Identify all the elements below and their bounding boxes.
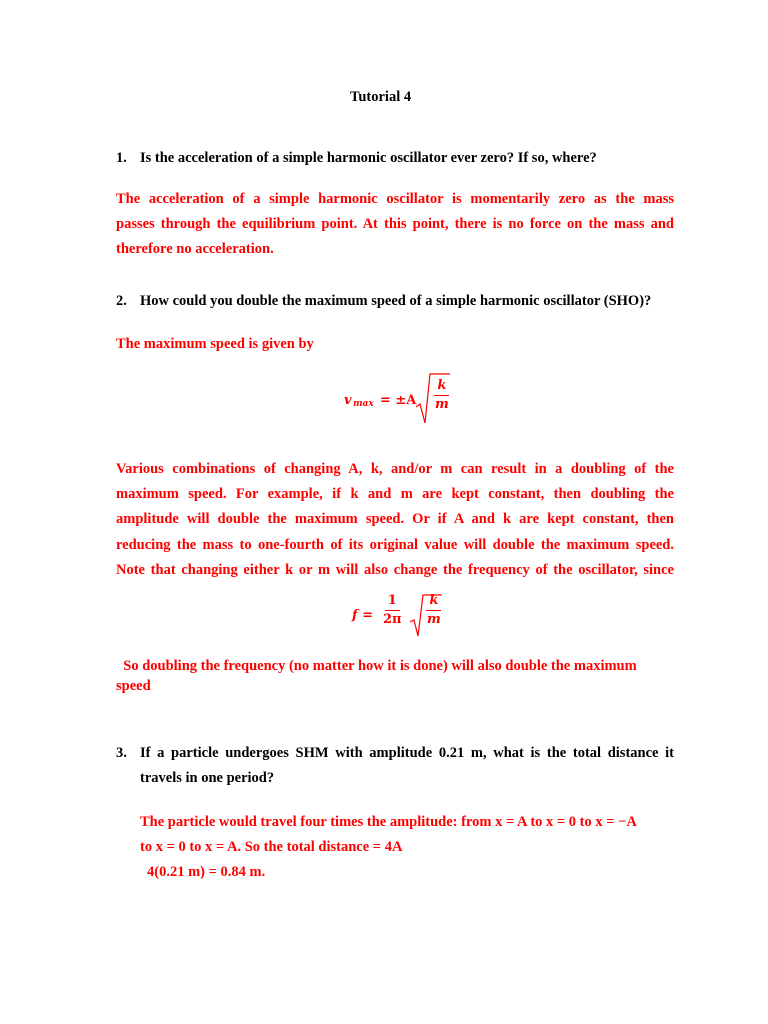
q3-number: 3. <box>116 745 127 761</box>
eq2-denominator: m <box>427 612 441 627</box>
q2-body-line-1: Various combinations of changing A, k, and/or m can result in a doubling of the <box>116 461 674 477</box>
q2-intro: The maximum speed is given by <box>116 336 314 352</box>
eq2-coef-denominator: 2π <box>383 612 402 627</box>
q2-closing-line-1: So doubling the frequency (no matter how it is done) will also double the maximum <box>116 658 637 674</box>
max-speed-equation <box>344 371 454 427</box>
q2-body-line-5: Note that changing either k or m will also change the frequency of the oscillator, since <box>116 562 674 578</box>
q3-answer-line-1: The particle would travel four times the amplitude: from x = A to x = 0 to x = −A <box>140 814 637 830</box>
page-title: Tutorial 4 <box>350 89 412 105</box>
eq2-lhs: f = <box>352 608 374 623</box>
q1-question: Is the acceleration of a simple harmonic oscillator ever zero? If so, where? <box>140 150 597 166</box>
q2-body-line-2: maximum speed. For example, if k and m are kept constant, then doubling the <box>116 486 674 502</box>
eq2-coefficient <box>380 594 405 627</box>
q1-answer-line-1: The acceleration of a simple harmonic oscillator is momentarily zero as the mass <box>116 191 674 207</box>
q3-question-line-1: If a particle undergoes SHM with amplitude 0.21 m, what is the total distance it <box>140 745 674 761</box>
q3-answer-line-2: to x = 0 to x = A. So the total distance = 4A <box>140 839 403 855</box>
q2-body-line-3: amplitude will double the maximum speed. Or if A and k are kept constant, then <box>116 511 674 527</box>
q1-answer-line-3: therefore no acceleration. <box>116 241 274 257</box>
q1-answer-line-2: passes through the equilibrium point. At this point, there is no force on the mass and <box>116 216 674 232</box>
q3-result: 4(0.21 m) = 0.84 m. <box>147 864 266 880</box>
eq1-v: v <box>344 393 352 408</box>
eq1-equals: = ±A <box>380 393 417 408</box>
q1-number: 1. <box>116 150 127 166</box>
eq1-fraction <box>432 379 452 412</box>
eq2-coef-numerator: 1 <box>385 594 400 611</box>
eq1-subscript: max <box>353 399 374 409</box>
eq2-fraction <box>424 594 444 627</box>
q3-question-line-2: travels in one period? <box>140 770 275 786</box>
eq1-denominator: m <box>435 397 449 412</box>
eq2-numerator: k <box>426 594 441 611</box>
eq1-numerator: k <box>434 379 449 396</box>
frequency-equation <box>352 592 448 642</box>
q2-number: 2. <box>116 293 127 309</box>
q2-question: How could you double the maximum speed of a simple harmonic oscillator (SHO)? <box>140 293 652 309</box>
q2-body-line-4: reducing the mass to one-fourth of its original value will double the maximum speed. <box>116 537 674 553</box>
q2-closing-line-2: speed <box>116 678 151 694</box>
